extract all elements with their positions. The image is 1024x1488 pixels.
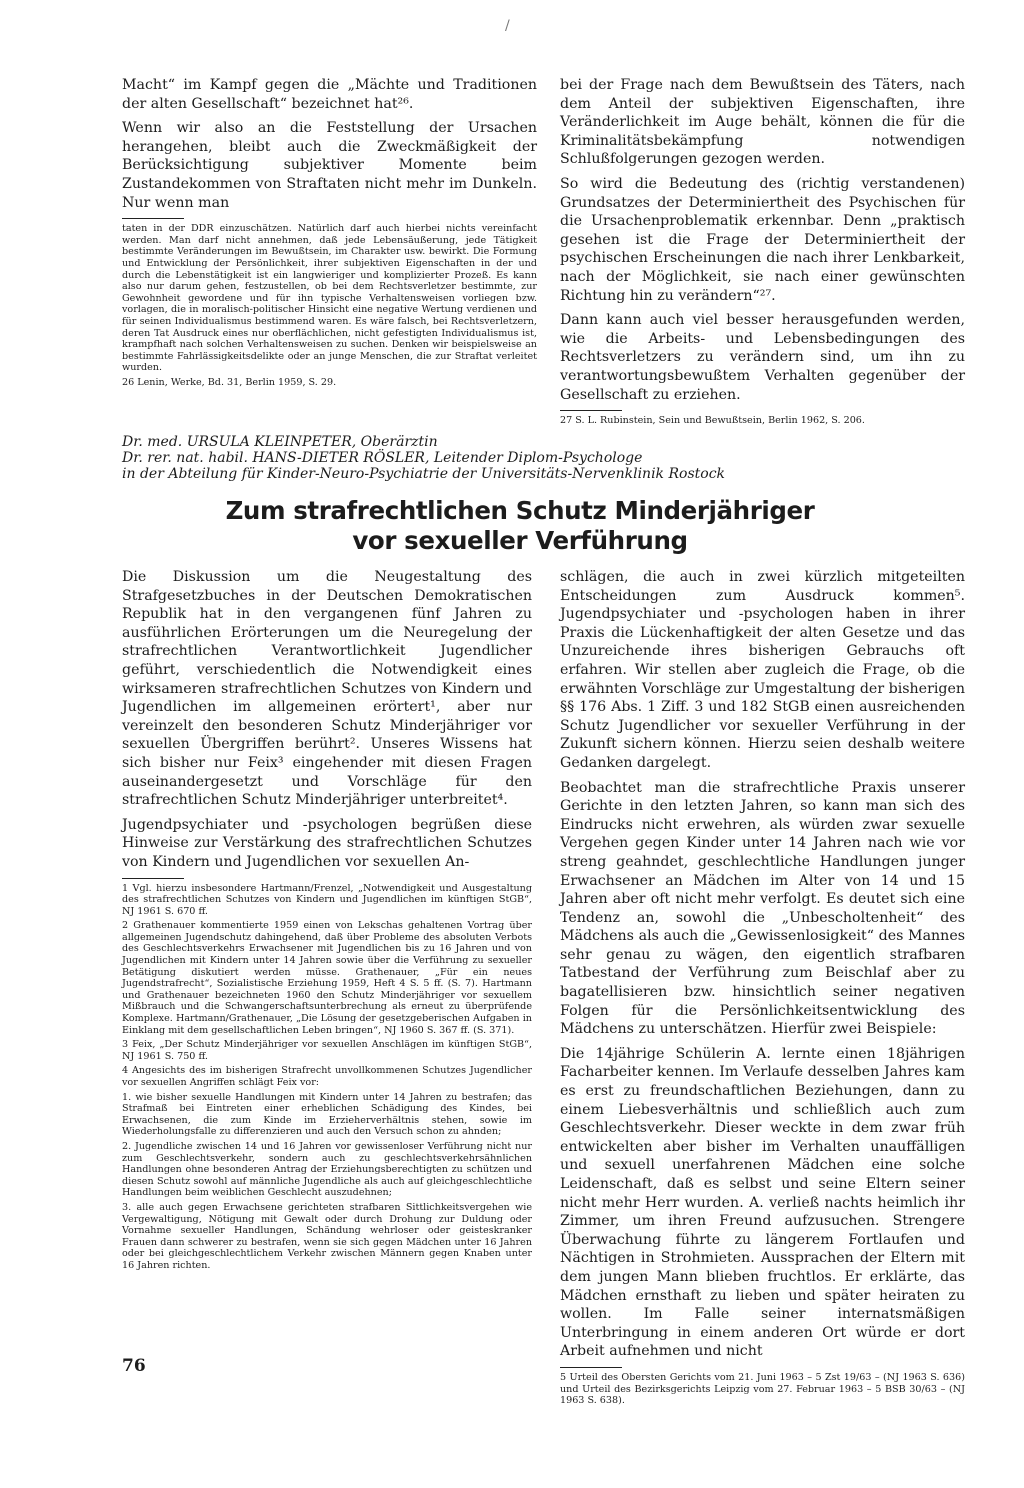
- title-line: vor sexueller Verführung: [352, 526, 688, 555]
- footnote-rule: [122, 218, 184, 219]
- body-paragraph: Macht“ im Kampf gegen die „Mächte und Traditionen der alten Gesellschaft“ bezeichnet hat²⁶.: [122, 77, 537, 112]
- footnote: 26 Lenin, Werke, Bd. 31, Berlin 1959, S. 29.: [122, 376, 337, 388]
- author-line: Dr. med. URSULA KLEINPETER, Oberärztin: [122, 434, 438, 450]
- body-paragraph: Die Diskussion um die Neugestaltung des Strafgesetzbuches in der Deutschen Demokratischen Republik hat in den vergangenen fünf Jahren zu ausführlichen Erörterungen um die Neuregelung der strafrechtlichen Verantwortlichkeit Jugendlicher geführt, verschiedentlich die Notwendigkeit eines wirksameren strafrechtlichen Schutzes von Kindern und Jugendlichen im allgemeinen erörtert¹, aber nur vereinzelt den besonderen Schutz Minderjähriger vor sexuellen Übergriffen berührt². Unseres Wissens hat sich bisher nur Feix³ eingehender mit diesen Fragen auseinandergesetzt und Vorschläge für den strafrechtlichen Schutz Minderjähriger unterbreitet⁴.: [122, 569, 532, 809]
- title-line: Zum strafrechtlichen Schutz Minderjähriger: [225, 496, 815, 525]
- top-left-column: [122, 76, 537, 391]
- footnote: 4 Angesichts des im bisherigen Strafrecht unvollkommenen Schutzes Jugendlicher vor sexuellen Angriffen schlägt Feix vor:: [122, 1065, 532, 1088]
- footnote: 1. wie bisher sexuelle Handlungen mit Kindern unter 14 Jahren zu bestrafen; das Strafmaß bei Eintreten einer erheblichen Schädigung des Kindes, bei Erwachsenen, die zum Kinde im Erzieherverhältnis stehen, sowie im Wiederholungsfalle zu differenzieren und auch den Versuch schon zu ahnden;: [122, 1091, 532, 1138]
- body-paragraph: Beobachtet man die strafrechtliche Praxis unserer Gerichte in den letzten Jahren, so kann man sich des Eindrucks nicht erwehren, als würden zwar sexuelle Vergehen gegen Kinder unter 14 Jahren nach wie vor streng geahndet, geschlechtliche Handlungen junger Erwachsener an Mädchen im Alter von 14 und 15 Jahren aber oft nicht mehr verfolgt. Es deutet sich eine Tendenz an, sowohl die „Unbescholtenheit“ des Mädchens als auch die „Gewissenlosigkeit“ des Mannes sehr genau zu wägen, den eigentlich strafbaren Tatbestand der Verführung zum Beischlaf aber zu bagatellisieren bzw. hinsichtlich seiner negativen Folgen für die Persönlichkeitsentwicklung des Mädchens zu unterschätzen. Hierfür zwei Beispiele:: [560, 779, 965, 1038]
- body-paragraph: So wird die Bedeutung des (richtig verstandenen) Grundsatzes der Determiniertheit des Psychischen für die Ursachenproblematik erkennbar. Denn „praktisch gesehen ist die Frage der Determiniertheit der psychischen Erscheinungen die nach ihrer Lenkbarkeit, nach der Möglichkeit, sie nach einer gewünschten Richtung hin zu verändern“²⁷.: [560, 175, 965, 304]
- footnote: 1 Vgl. hierzu insbesondere Hartmann/Frenzel, „Notwendigkeit und Ausgestaltung des strafrechtlichen Schutzes von Kindern und Jugendlichen im künftigen StGB“, NJ 1961 S. 670 ff.: [122, 882, 532, 917]
- article-title: [200, 496, 840, 556]
- article-right-column: [560, 568, 965, 1410]
- body-paragraph: bei der Frage nach dem Bewußtsein des Täters, nach dem Anteil der subjektiven Eigenschaften, ihre Veränderlichkeit im Auge behält, können die für die Kriminalitätsbekämpfung notwendigen Schlußfolgerungen gezogen werden.: [560, 77, 965, 168]
- body-paragraph: Jugendpsychiater und -psychologen begrüßen diese Hinweise zur Verstärkung des strafrechtlichen Schutzes von Kindern und Jugendlichen vor sexuellen An-: [122, 816, 532, 870]
- footnote: 3 Feix, „Der Schutz Minderjähriger vor sexuellen Anschlägen im künftigen StGB“, NJ 1961 S. 750 ff.: [122, 1039, 532, 1062]
- footnote: 5 Urteil des Obersten Gerichts vom 21. Juni 1963 – 5 Zst 19/63 – (NJ 1963 S. 636) und Urteil des Bezirksgerichts Leipzig vom 27. Februar 1963 – 5 BSB 30/63 – (NJ 1963 S. 638).: [560, 1371, 965, 1407]
- page-number: 76: [122, 1356, 146, 1376]
- footnote: 2 Grathenauer kommentierte 1959 einen von Lekschas gehaltenen Vortrag über allgemeinen Jugendschutz dahingehend, daß über Probleme des absoluten Verbots des Geschlechtsverkehrs Erwachsener mit Jugendlichen bis zu 16 Jahren und von Jugendlichen mit Kindern unter 14 Jahren sowie über die Verführung zu sexueller Betätigung diskutiert werden müsse. Grathenauer, „Für ein neues Jugendstrafrecht“, Sozialistische Erziehung 1959, Heft 4 S. 5 ff. (S. 7). Hartmann und Grathenauer bezeichneten 1960 den Schutz Minderjähriger vor sexuellem Mißbrauch und die Schwangerschaftsunterbrechung als erneut zu überprüfende Komplexe. Hartmann/Grathenauer, „Die Lösung der gesetzgeberischen Aufgaben in Einklang mit dem gesellschaftlichen Leben bringen“, NJ 1960 S. 367 ff. (S. 371).: [122, 920, 532, 1036]
- footnote: 3. alle auch gegen Erwachsene gerichteten strafbaren Sittlichkeitsvergehen wie Vergewaltigung, Nötigung mit Gewalt oder durch Drohung zur Duldung oder Vornahme sexueller Handlungen, Schändung wehrloser oder geisteskranker Frauen dann schwerer zu bestrafen, wenn sie sich gegen Mädchen unter 16 Jahren oder bei gleichgeschlechtlichem Verkehr zwischen Männern gegen Knaben unter 16 Jahren richten.: [122, 1201, 532, 1271]
- author-block: [122, 434, 912, 483]
- footnote-rule: [560, 410, 622, 411]
- article-left-column: [122, 568, 532, 1275]
- body-paragraph: schlägen, die auch in zwei kürzlich mitgeteilten Entscheidungen zum Ausdruck kommen⁵. Jugendpsychiater und -psychologen haben in ihrer Praxis die Lückenhaftigkeit der alten Gesetze und das Unzureichende ihres bisherigen Gebrauchs oft erfahren. Wir stellen aber zugleich die Frage, ob die erwähnten Vorschläge zur Umgestaltung der bisherigen §§ 176 Abs. 1 Ziff. 3 und 182 StGB einen ausreichenden Schutz Jugendlicher vor sexueller Verführung in der Zukunft sichern können. Hierzu seien deshalb weitere Gedanken dargelegt.: [560, 569, 965, 771]
- footnote-rule: [122, 878, 184, 879]
- top-right-column: [560, 76, 965, 430]
- author-line: Dr. rer. nat. habil. HANS-DIETER RÖSLER, Leitender Diplom-Psychologe: [122, 450, 643, 467]
- author-affiliation: in der Abteilung für Kinder-Neuro-Psychiatrie der Universitäts-Nervenklinik Rostock: [122, 466, 726, 483]
- footnote: 27 S. L. Rubinstein, Sein und Bewußtsein, Berlin 1962, S. 206.: [560, 415, 865, 427]
- footnote-rule: [560, 1367, 622, 1368]
- body-paragraph: Dann kann auch viel besser herausgefunden werden, wie die Arbeits- und Lebensbedingungen des Rechtsverletzers zu verändern sind, um ihn zu verantwortungsbewußtem Verhalten gegenüber der Gesellschaft zu erziehen.: [560, 312, 965, 403]
- footnote: taten in der DDR einzuschätzen. Natürlich darf auch hierbei nichts vereinfacht werden. Man darf nicht annehmen, daß jede Lebensäußerung, jede Tätigkeit bestimmte Veränderungen im Bewußtsein, im Charakter usw. bewirkt. Die Formung und Entwicklung der Persönlichkeit, ihrer subjektiven Eigenschaften in der und durch die Lebenstätigkeit ist ein langwieriger und komplizierter Prozeß. Es kann also nur darum gehen, festzustellen, ob bei dem Rechtsverletzer bestimmte, zur Gewohnheit gewordene und für ihn typische Verhaltensweisen vorliegen bzw. vorlagen, die in moralisch-politischer Hinsicht eine negative Wertung verdienen und für seinen Individualismus bestimmend waren. Es wäre falsch, bei Rechtsverletzern, deren Tat Ausdruck eines nur oberflächlichen, nicht gefestigten Individualismus ist, krampfhaft nach solchen Verhaltensweisen zu suchen. Denken wir beispielsweise an bestimmte Fahrlässigkeitsdelikte oder an junge Menschen, die zur Straftat verleitet wurden.: [122, 223, 537, 374]
- body-paragraph: Wenn wir also an die Feststellung der Ursachen herangehen, bleibt auch die Zweckmäßigkeit der Berücksichtigung subjektiver Momente beim Zustandekommen von Straftaten nicht mehr im Dunkeln. Nur wenn man: [122, 120, 537, 211]
- footnote: 2. Jugendliche zwischen 14 und 16 Jahren vor gewissenloser Verführung nicht nur zum Geschlechtsverkehr, sondern auch zu geschlechtsverkehrsähnlichen Handlungen ohne besonderen Antrag der Erziehungsberechtigten zu schützen und diesen Schutz sowohl auf männliche Jugendliche als auch auf gleichgeschlechtliche Handlungen beim weiblichen Geschlecht auszudehnen;: [122, 1140, 532, 1199]
- body-paragraph: Die 14jährige Schülerin A. lernte einen 18jährigen Facharbeiter kennen. Im Verlaufe desselben Jahres kam es erst zu freundschaftlichen Beziehungen, dann zu einem Liebesverhältnis und schließlich auch zum Geschlechtsverkehr. Dieser weckte in dem zwar früh entwickelten aber bisher im Verhalten unauffälligen und sexuell unerfahrenen Mädchen eine solche Leidenschaft, daß es selbst und seine Eltern seiner nicht mehr Herr wurden. A. verließ nachts heimlich ihr Zimmer, um ihren Freund aufzusuchen. Strengere Überwachung führte zu längerem Fortlaufen und Nächtigen in Strohmieten. Aussprachen der Eltern mit dem jungen Mann blieben fruchtlos. Er erklärte, das Mädchen ernsthaft zu lieben und später heiraten zu wollen. Im Falle seiner internatsmäßigen Unterbringung in einem anderen Ort würde er dort Arbeit aufnehmen und nicht: [560, 1045, 965, 1360]
- margin-mark: /: [505, 18, 510, 34]
